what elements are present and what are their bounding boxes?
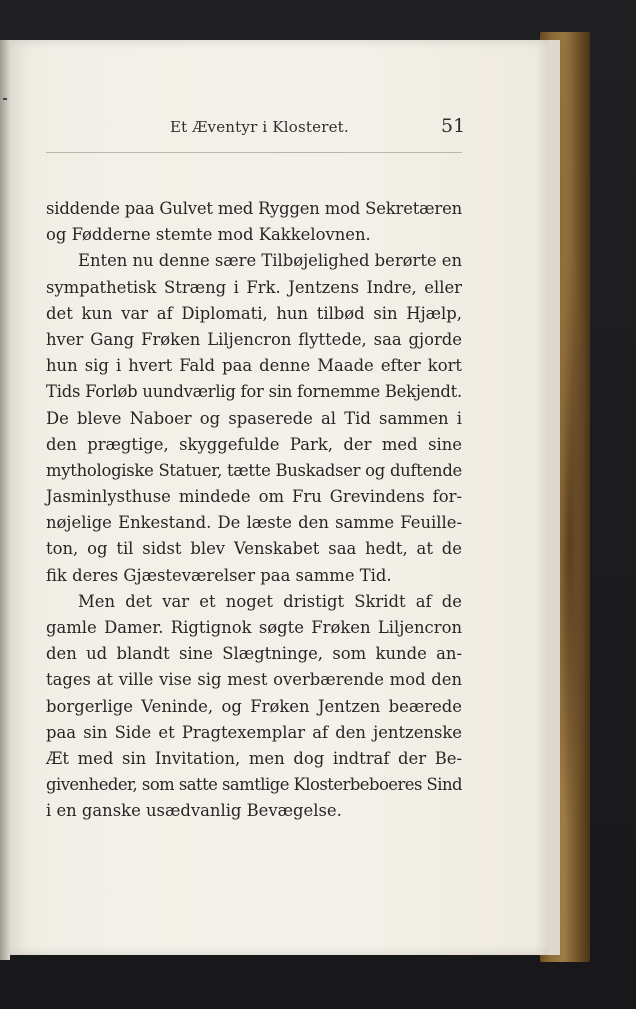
- text-line: borgerlige Veninde, og Frøken Jentzen beærede: [46, 696, 462, 716]
- page-stack-edge: [546, 40, 560, 955]
- text-line: De bleve Naboer og spaserede al Tid sammen i: [46, 408, 462, 428]
- header-rule: [46, 152, 462, 153]
- text-line: fik deres Gjæsteværelser paa samme Tid.: [46, 565, 392, 585]
- text-line: og Fødderne stemte mod Kakkelovnen.: [46, 225, 371, 245]
- text-line: tages at ville vise sig mest overbærende mod den: [46, 670, 462, 690]
- page-number: 51: [441, 115, 466, 137]
- text-line: den prægtige, skyggefulde Park, der med sine: [46, 434, 462, 454]
- text-line: hver Gang Frøken Liljencron flyttede, saa gjorde: [46, 329, 462, 349]
- book-page: [10, 40, 548, 955]
- running-title: Et Æventyr i Klosteret.: [170, 118, 349, 136]
- text-line: hun sig i hvert Fald paa denne Maade efter kort: [46, 356, 462, 376]
- text-line: nøjelige Enkestand. De læste den samme Feuille-: [46, 513, 462, 533]
- text-line: mythologiske Statuer, tætte Buskadser og duftende: [46, 460, 462, 480]
- page-header: [10, 116, 548, 140]
- text-line: siddende paa Gulvet med Ryggen mod Sekretæren: [46, 199, 462, 218]
- text-line: givenheder, som satte samtlige Klosterbeboeres Sind: [46, 775, 462, 795]
- text-line: Æt med sin Invitation, men dog indtraf der Be-: [46, 748, 462, 768]
- body-text: [46, 196, 462, 825]
- text-line: paa sin Side et Pragtexemplar af den jentzenske: [46, 722, 462, 742]
- text-line: gamle Damer. Rigtignok søgte Frøken Liljencron: [46, 618, 462, 637]
- text-line: den ud blandt sine Slægtninge, som kunde an-: [46, 644, 462, 664]
- page-edge-mark: [3, 98, 7, 100]
- text-line: Tids Forløb uundværlig for sin fornemme Bekjendt.: [46, 382, 462, 402]
- text-line: Jasminlysthuse mindede om Fru Grevindens for-: [46, 487, 462, 507]
- text-line: ton, og til sidst blev Venskabet saa hedt, at de: [46, 539, 462, 559]
- text-line: sympathetisk Stræng i Frk. Jentzens Indre, eller: [46, 277, 462, 297]
- text-line: det kun var af Diplomati, hun tilbød sin Hjælp,: [46, 303, 462, 323]
- text-line: Enten nu denne sære Tilbøjelighed berørte en: [78, 251, 462, 271]
- text-line: i en ganske usædvanlig Bevægelse.: [46, 801, 342, 821]
- previous-page-edge: [0, 40, 10, 960]
- text-line: Men det var et noget dristigt Skridt af de: [78, 591, 462, 611]
